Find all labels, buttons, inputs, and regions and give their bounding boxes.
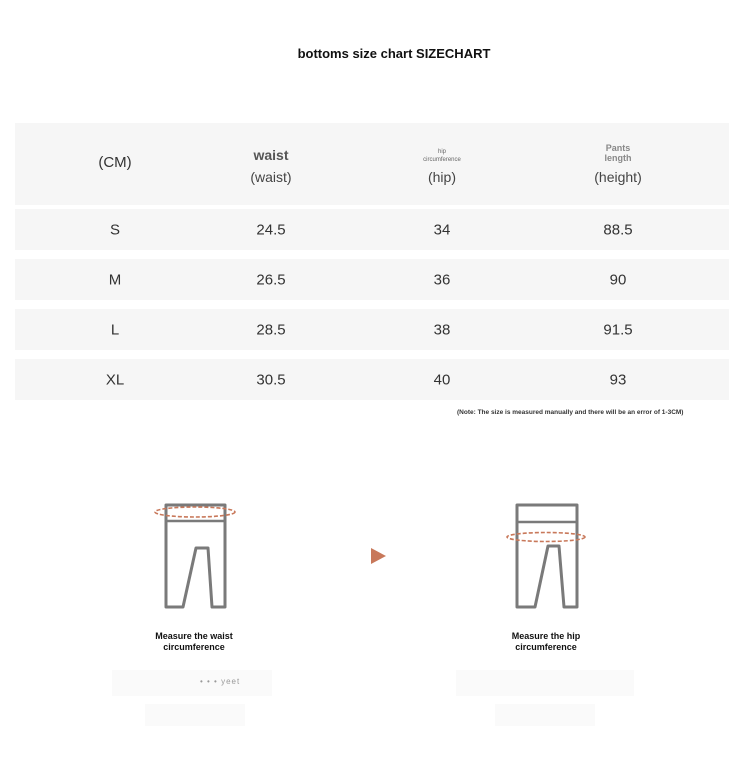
cell-size: L <box>110 321 120 338</box>
cell-hip: 38 <box>433 321 451 338</box>
table-row <box>15 359 729 400</box>
cell-length: 91.5 <box>603 321 633 338</box>
cell-length: 90 <box>609 271 627 288</box>
waist-caption-line2: circumference <box>163 642 225 652</box>
cell-size: M <box>108 271 122 288</box>
cell-waist: 28.5 <box>256 321 286 338</box>
waist-caption-line1: Measure the waist <box>155 631 233 641</box>
header-hip <box>402 148 482 164</box>
header-waist-sub: (waist) <box>250 169 292 185</box>
header-hip-line1: hip <box>437 149 446 155</box>
measurement-note: (Note: The size is measured manually and there will be an error of 1-3CM) <box>457 409 684 416</box>
cell-waist: 24.5 <box>256 221 286 238</box>
header-pants-sub: (height) <box>594 169 642 185</box>
table-row <box>15 209 729 250</box>
cell-waist: 26.5 <box>256 271 286 288</box>
header-waist: waist <box>253 147 289 163</box>
cell-waist: 30.5 <box>256 371 286 388</box>
header-pants-length <box>578 143 658 163</box>
hip-caption <box>491 631 601 653</box>
cell-hip: 36 <box>433 271 451 288</box>
header-pants-line2: length <box>604 153 632 163</box>
ghost-text: • • • yeet <box>200 677 241 686</box>
waist-pants-icon <box>150 500 240 612</box>
cell-size: S <box>109 221 120 238</box>
cell-hip: 34 <box>433 221 451 238</box>
hip-caption-line2: circumference <box>515 642 577 652</box>
table-header-row <box>15 123 729 205</box>
table-row <box>15 309 729 350</box>
hip-pants-icon <box>502 500 592 612</box>
cell-hip: 40 <box>433 371 451 388</box>
ghost-block <box>495 704 595 726</box>
waist-caption <box>140 631 248 653</box>
ghost-block <box>112 670 272 696</box>
arrow-right-icon <box>371 548 386 564</box>
table-row <box>15 259 729 300</box>
header-pants-line1: Pants <box>605 143 631 153</box>
cell-size: XL <box>105 371 125 388</box>
header-hip-line2: circumference <box>423 157 461 163</box>
ghost-block <box>456 670 634 696</box>
hip-caption-line1: Measure the hip <box>511 631 581 641</box>
page-title: bottoms size chart SIZECHART <box>297 46 491 61</box>
cell-length: 88.5 <box>603 221 633 238</box>
ghost-block <box>145 704 245 726</box>
header-unit: (CM) <box>98 154 132 171</box>
header-hip-sub: (hip) <box>427 169 456 185</box>
cell-length: 93 <box>609 371 627 388</box>
